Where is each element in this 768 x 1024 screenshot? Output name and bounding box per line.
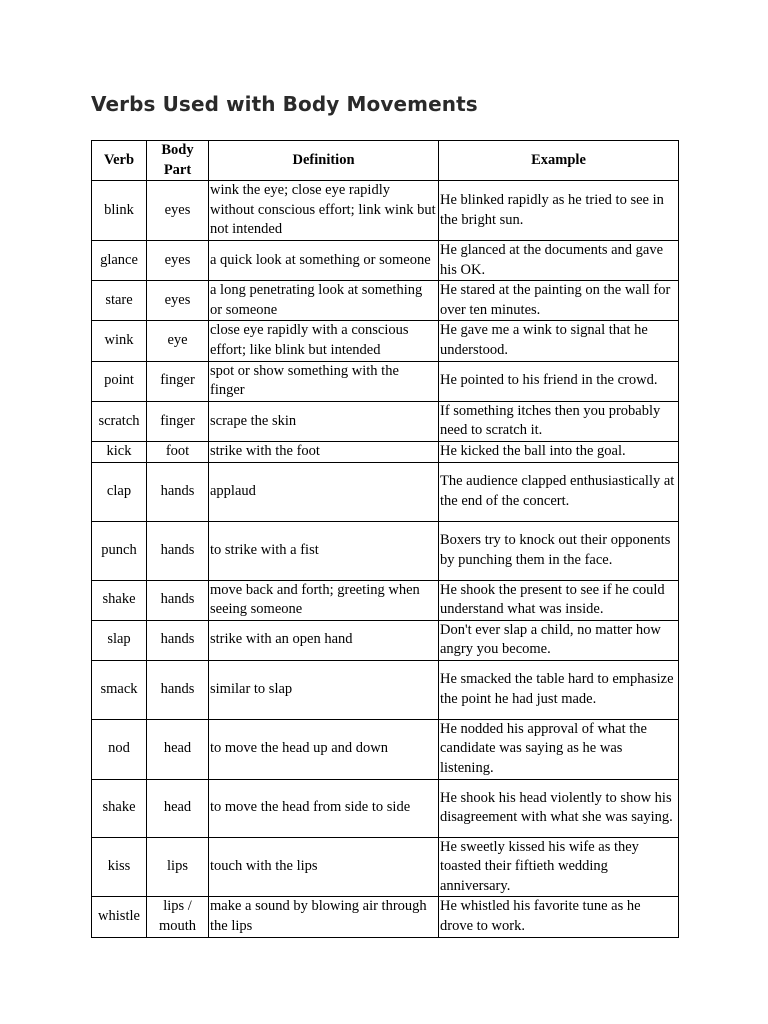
body-part-cell: head	[147, 779, 209, 837]
example-cell: Don't ever slap a child, no matter how angry you become.	[439, 620, 679, 660]
table-row	[92, 837, 679, 897]
example-cell: He whistled his favorite tune as he drove to work.	[439, 897, 679, 937]
example-cell: He shook the present to see if he could understand what was inside.	[439, 580, 679, 620]
verb-cell: kiss	[92, 837, 147, 897]
body-part-cell: eyes	[147, 181, 209, 241]
table-row	[92, 779, 679, 837]
body-part-cell: lips	[147, 837, 209, 897]
body-part-cell: hands	[147, 620, 209, 660]
verb-cell: scratch	[92, 401, 147, 441]
verb-cell: blink	[92, 181, 147, 241]
body-part-cell: eyes	[147, 240, 209, 280]
definition-cell: spot or show something with the finger	[209, 361, 439, 401]
example-cell: He nodded his approval of what the candidate was saying as he was listening.	[439, 719, 679, 779]
example-cell: He stared at the painting on the wall for over ten minutes.	[439, 281, 679, 321]
header-example: Example	[439, 141, 679, 181]
verb-cell: clap	[92, 462, 147, 521]
body-part-cell: foot	[147, 441, 209, 462]
example-cell: He sweetly kissed his wife as they toasted their fiftieth wedding anniversary.	[439, 837, 679, 897]
definition-cell: to move the head up and down	[209, 719, 439, 779]
body-part-cell: hands	[147, 521, 209, 580]
body-part-cell: hands	[147, 580, 209, 620]
table-row	[92, 321, 679, 361]
example-cell: He glanced at the documents and gave his OK.	[439, 240, 679, 280]
verbs-table	[91, 140, 679, 938]
body-part-cell: eyes	[147, 281, 209, 321]
body-part-cell: eye	[147, 321, 209, 361]
verb-cell: glance	[92, 240, 147, 280]
table-row	[92, 441, 679, 462]
definition-cell: wink the eye; close eye rapidly without conscious effort; link wink but not intended	[209, 181, 439, 241]
table-row	[92, 620, 679, 660]
verb-cell: smack	[92, 660, 147, 719]
definition-cell: applaud	[209, 462, 439, 521]
example-cell: Boxers try to knock out their opponents by punching them in the face.	[439, 521, 679, 580]
verb-cell: kick	[92, 441, 147, 462]
definition-cell: strike with an open hand	[209, 620, 439, 660]
header-definition: Definition	[209, 141, 439, 181]
table-row	[92, 361, 679, 401]
table-row	[92, 401, 679, 441]
header-body-part	[147, 141, 209, 181]
table-row	[92, 521, 679, 580]
verb-cell: point	[92, 361, 147, 401]
definition-cell: similar to slap	[209, 660, 439, 719]
definition-cell: a quick look at something or someone	[209, 240, 439, 280]
table-row	[92, 240, 679, 280]
definition-cell: close eye rapidly with a conscious effort; like blink but intended	[209, 321, 439, 361]
verb-cell: whistle	[92, 897, 147, 937]
body-part-cell: finger	[147, 361, 209, 401]
header-verb: Verb	[92, 141, 147, 181]
example-cell: The audience clapped enthusiastically at the end of the concert.	[439, 462, 679, 521]
definition-cell: strike with the foot	[209, 441, 439, 462]
example-cell: He smacked the table hard to emphasize the point he had just made.	[439, 660, 679, 719]
table-row	[92, 181, 679, 241]
definition-cell: make a sound by blowing air through the lips	[209, 897, 439, 937]
header-body-part-line1: Body	[161, 142, 194, 158]
verb-cell: wink	[92, 321, 147, 361]
example-cell: If something itches then you probably need to scratch it.	[439, 401, 679, 441]
example-cell: He kicked the ball into the goal.	[439, 441, 679, 462]
body-part-cell: hands	[147, 660, 209, 719]
definition-cell: a long penetrating look at something or someone	[209, 281, 439, 321]
body-part-cell: head	[147, 719, 209, 779]
table-row	[92, 281, 679, 321]
verb-cell: nod	[92, 719, 147, 779]
verb-cell: shake	[92, 580, 147, 620]
verb-cell: stare	[92, 281, 147, 321]
table-row	[92, 719, 679, 779]
table-header-row	[92, 141, 679, 181]
body-part-cell: finger	[147, 401, 209, 441]
table-row	[92, 580, 679, 620]
example-cell: He pointed to his friend in the crowd.	[439, 361, 679, 401]
definition-cell: touch with the lips	[209, 837, 439, 897]
definition-cell: scrape the skin	[209, 401, 439, 441]
verb-cell: shake	[92, 779, 147, 837]
table-row	[92, 897, 679, 937]
example-cell: He blinked rapidly as he tried to see in the bright sun.	[439, 181, 679, 241]
body-part-cell: lips / mouth	[147, 897, 209, 937]
definition-cell: to move the head from side to side	[209, 779, 439, 837]
definition-cell: move back and forth; greeting when seeing someone	[209, 580, 439, 620]
table-row	[92, 660, 679, 719]
table-row	[92, 462, 679, 521]
example-cell: He gave me a wink to signal that he understood.	[439, 321, 679, 361]
definition-cell: to strike with a fist	[209, 521, 439, 580]
header-body-part-line2: Part	[163, 161, 192, 178]
example-cell: He shook his head violently to show his disagreement with what she was saying.	[439, 779, 679, 837]
page-title: Verbs Used with Body Movements	[91, 92, 478, 116]
verb-cell: punch	[92, 521, 147, 580]
verb-cell: slap	[92, 620, 147, 660]
body-part-cell: hands	[147, 462, 209, 521]
